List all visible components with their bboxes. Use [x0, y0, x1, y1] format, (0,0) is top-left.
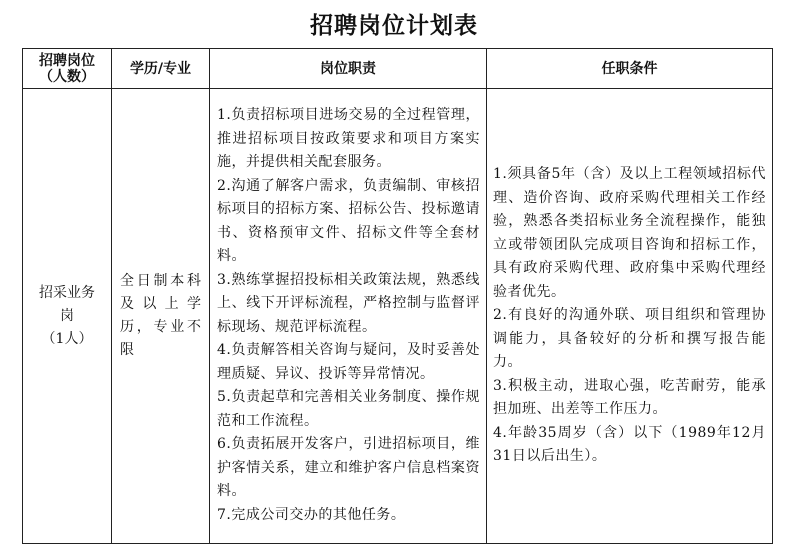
duty-item: 5.负责起草和完善相关业务制度、操作规范和工作流程。	[217, 389, 480, 429]
education-cell: 全日制本科及以上学历，专业不限	[112, 89, 210, 544]
requirement-item: 1.须具备5年（含）及以上工程领域招标代理、造价咨询、政府采购代理相关工作经验，熟悉各类招标业务全流程操作，能独立或带领团队完成项目咨询和招标工作，具有政府采购代理、政府集中采购代理经验者优先。	[493, 166, 766, 300]
header-post	[23, 49, 112, 89]
table-row	[23, 89, 773, 544]
header-requirements: 任职条件	[487, 49, 773, 89]
duty-item: 2.沟通了解客户需求，负责编制、审核招标项目的招标方案、招标公告、投标邀请书、资格预审文件、招标文件等全套材料。	[217, 177, 480, 264]
duties-cell	[210, 89, 487, 544]
header-duties: 岗位职责	[210, 49, 487, 89]
post-headcount: （1人）	[41, 330, 93, 347]
header-post-line1: 招聘岗位	[39, 52, 95, 69]
duty-item: 1.负责招标项目进场交易的全过程管理，推进招标项目按政策要求和项目方案实施，并提供相关配套服务。	[217, 107, 480, 170]
page-title: 招聘岗位计划表	[310, 12, 478, 39]
requirement-item: 4.年龄35周岁（含）以下（1989年12月31日以后出生）。	[493, 424, 766, 465]
requirements-cell	[487, 89, 773, 544]
table-header-row	[23, 49, 773, 89]
requirement-item: 2.有良好的沟通外联、项目组织和管理协调能力，具备较好的分析和撰写报告能力。	[493, 307, 766, 371]
post-name-line1: 招采业务	[39, 284, 95, 301]
post-cell	[23, 89, 112, 544]
recruitment-plan-table	[22, 48, 773, 544]
duty-item: 6.负责拓展开发客户，引进招标项目，维护客情关系，建立和维护客户信息档案资料。	[217, 436, 480, 499]
duty-item: 4.负责解答相关咨询与疑问，及时妥善处理质疑、异议、投诉等异常情况。	[217, 342, 480, 382]
duty-item: 7.完成公司交办的其他任务。	[217, 506, 406, 523]
header-post-line2: （人数）	[39, 68, 95, 85]
requirement-item: 3.积极主动，进取心强，吃苦耐劳，能承担加班、出差等工作压力。	[493, 377, 766, 418]
duty-item: 3.熟练掌握招投标相关政策法规，熟悉线上、线下开评标流程，严格控制与监督评标现场、规范评标流程。	[217, 271, 480, 335]
post-name-line2: 岗	[60, 307, 74, 324]
header-education: 学历/专业	[112, 49, 210, 89]
